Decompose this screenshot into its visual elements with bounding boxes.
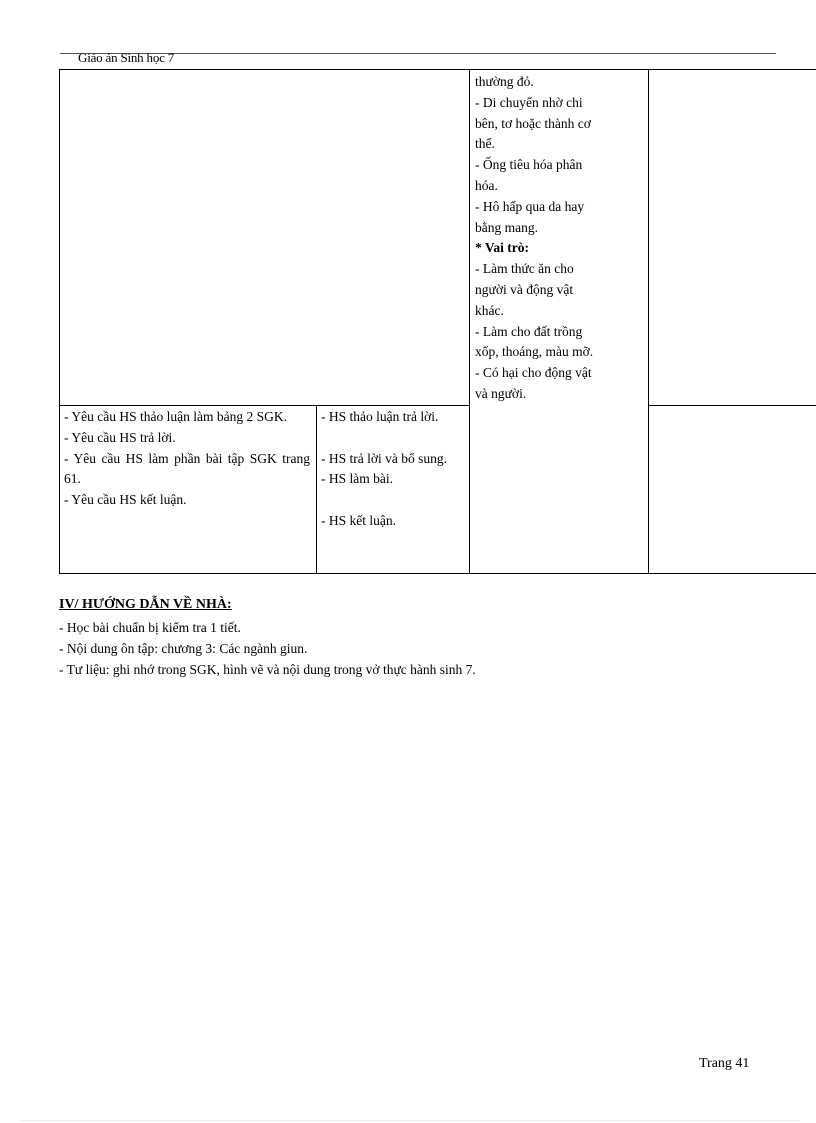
footer-rule <box>20 1120 800 1121</box>
cell-teacher-activities <box>64 407 310 511</box>
summary-line: thể. <box>475 136 495 152</box>
table-top-border <box>59 69 816 70</box>
table-col2-border <box>316 405 317 573</box>
summary-line: - Làm thức ăn cho <box>475 261 574 277</box>
student-activity-spacer <box>321 428 463 449</box>
summary-line: và người. <box>475 385 527 401</box>
student-activity: - HS thảo luận trả lời. <box>321 409 439 424</box>
summary-line: bên, tơ hoặc thành cơ <box>475 115 591 131</box>
summary-line: - Có hại cho động vật <box>475 365 592 381</box>
summary-line: bằng mang. <box>475 219 538 235</box>
table-row-divider-left <box>59 405 469 406</box>
cell-content-summary <box>475 72 645 405</box>
page-number: Trang 41 <box>699 1056 750 1071</box>
teacher-activity: - Yêu cầu HS làm phần bài tập SGK trang 61. <box>64 450 310 487</box>
summary-line: hóa. <box>475 177 498 193</box>
student-activity: - HS trả lời và bổ sung. <box>321 450 448 466</box>
summary-line: người và động vật <box>475 281 574 297</box>
summary-line: - Ống tiêu hóa phân <box>475 157 583 173</box>
teacher-activity: - Yêu cầu HS thảo luận làm bảng 2 SGK. <box>64 409 287 424</box>
summary-line: xốp, thoáng, màu mỡ. <box>475 344 594 360</box>
document-header: Giáo án Sinh học 7 <box>78 50 175 65</box>
student-activity-spacer <box>321 490 463 511</box>
table-col3-border <box>469 69 470 573</box>
homework-item: - Học bài chuẩn bị kiểm tra 1 tiết. <box>59 620 241 635</box>
table-row-divider-right <box>648 405 816 406</box>
summary-line: khác. <box>475 302 504 318</box>
table-left-border <box>59 69 60 573</box>
cell-student-activities <box>321 407 463 532</box>
student-activity: - HS làm bài. <box>321 471 393 487</box>
homework-item: - Tư liệu: ghi nhớ trong SGK, hình vẽ và nội dung trong vở thực hành sinh 7. <box>59 661 476 677</box>
summary-line: - Di chuyển nhờ chi <box>475 94 583 110</box>
homework-title: IV/ HƯỚNG DẪN VỀ NHÀ: <box>59 597 232 612</box>
student-activity: - HS kết luận. <box>321 512 396 528</box>
table-col4-border <box>648 69 649 573</box>
summary-line: - Làm cho đất trồng <box>475 323 583 339</box>
homework-item: - Nội dung ôn tập: chương 3: Các ngành giun. <box>59 640 308 656</box>
role-heading: * Vai trò: <box>475 240 529 256</box>
summary-line: thường đỏ. <box>475 74 534 89</box>
summary-line: - Hô hấp qua da hay <box>475 198 585 214</box>
teacher-activity: - Yêu cầu HS trả lời. <box>64 429 176 445</box>
table-bottom-border <box>59 573 816 574</box>
teacher-activity: - Yêu cầu HS kết luận. <box>64 492 187 508</box>
homework-list <box>59 618 476 680</box>
